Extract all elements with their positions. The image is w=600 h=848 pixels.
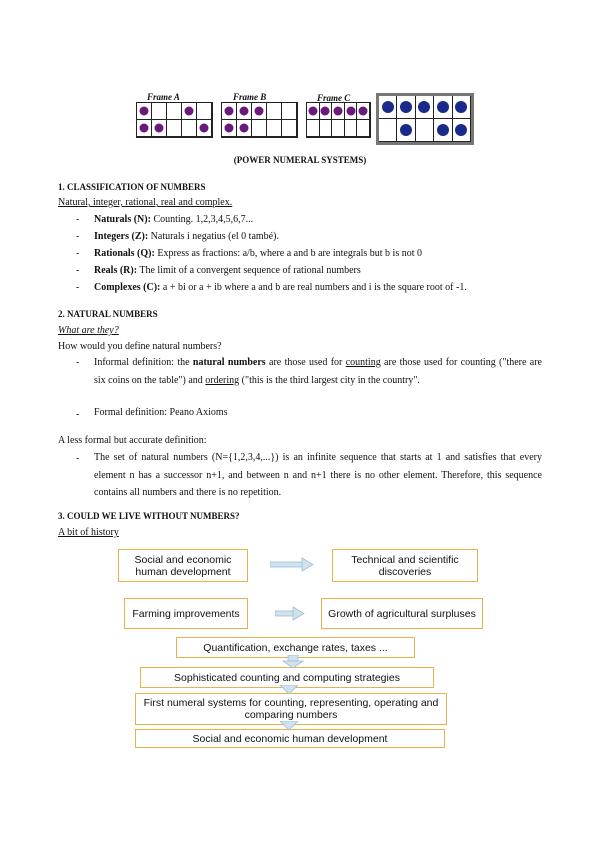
s1-heading: 1. CLASSIFICATION OF NUMBERS (58, 182, 206, 192)
dash: - (76, 453, 80, 464)
frame-cell (197, 120, 212, 137)
list-item-term: Naturals (N): (94, 214, 151, 225)
set-definition: The set of natural numbers (N={1,2,3,4,...}) is an infinite sequence that starts at 1 and satisfies that every element n has a successor n+1, and between n and n+1 there is no other element. Therefore, this sequence contains all numbers and there is no repetition. (94, 452, 542, 498)
s2-heading: 2. NATURAL NUMBERS (58, 309, 158, 319)
counter-dot (240, 124, 249, 133)
frame-cell (237, 103, 252, 120)
counter-dot (140, 124, 149, 133)
arrow-down-icon (277, 685, 301, 695)
frame-cell (282, 103, 297, 120)
counter-dot (455, 101, 467, 113)
counter-dot (418, 101, 430, 113)
frame-cell (167, 120, 182, 137)
frame-cell (345, 103, 358, 120)
counter-dot (321, 107, 330, 116)
frame-cell (397, 96, 415, 119)
frame-cell (345, 120, 358, 137)
counter-dot (437, 124, 449, 136)
frame-cell (416, 119, 434, 142)
frame-cell (320, 120, 333, 137)
box-social-development: Social and economic human development (118, 549, 248, 582)
frame-b-label: Frame B (233, 92, 267, 102)
frame-c (306, 102, 371, 138)
frame-cell (379, 119, 397, 142)
counter-dot (240, 107, 249, 116)
frame-cell (252, 120, 267, 137)
list-item-description: Express as fractions: a/b, where a and b are integrals but b is not 0 (154, 248, 422, 259)
frame-cell (357, 120, 370, 137)
frame-cell (137, 120, 152, 137)
frame-cell (453, 119, 471, 142)
frame-c-label: Frame C (317, 93, 351, 103)
s3-heading: 3. COULD WE LIVE WITHOUT NUMBERS? (58, 511, 240, 521)
frame-cell (267, 120, 282, 137)
frame-cell (307, 103, 320, 120)
counter-dot (225, 107, 234, 116)
frame-d (376, 93, 474, 145)
counter-dot (437, 101, 449, 113)
frame-a (136, 102, 213, 138)
counter-dot (308, 107, 317, 116)
frame-cell (137, 103, 152, 120)
frame-cell (182, 103, 197, 120)
informal-definition: Informal definition: the natural numbers are those used for counting are those used for counting ("there are six coins on the table") and ordering ("this is the third largest city in the country". (94, 357, 542, 386)
counter-dot (346, 107, 355, 116)
frame-cell (416, 96, 434, 119)
s2-question: How would you define natural numbers? (58, 341, 222, 352)
counter-dot (455, 124, 467, 136)
list-item-term: Integers (Z): (94, 231, 149, 242)
frame-cell (282, 120, 297, 137)
box-numeral-systems: First numeral systems for counting, representing, operating and comparing numbers (135, 693, 447, 725)
list-item-term: Reals (R): (94, 265, 138, 276)
frame-cell (332, 103, 345, 120)
counter-dot (400, 124, 412, 136)
list-item-description: Counting. 1,2,3,4,5,6,7... (150, 214, 254, 225)
frame-cell (379, 96, 397, 119)
counter-dot (155, 124, 164, 133)
box-surpluses: Growth of agricultural surpluses (321, 598, 483, 629)
frame-cell (453, 96, 471, 119)
counter-dot (225, 124, 234, 133)
list-item-description: a + bi or a + ib where a and b are real numbers and i is the square root of -1. (160, 282, 467, 293)
frame-cell (434, 119, 452, 142)
list-item-term: Rationals (Q): (94, 248, 155, 259)
frame-cell (332, 120, 345, 137)
s2-subheading: What are they? (58, 325, 119, 336)
frame-cell (197, 103, 212, 120)
s1-subheading: Natural, integer, rational, real and complex. (58, 197, 233, 208)
less-formal-intro: A less formal but accurate definition: (58, 435, 207, 446)
frame-b (221, 102, 298, 138)
dash: - (76, 409, 80, 420)
arrow-right-icon (275, 606, 305, 622)
s3-subheading: A bit of history (58, 527, 119, 538)
frame-cell (267, 103, 282, 120)
arrow-down-icon (277, 721, 301, 731)
counter-dot (140, 107, 149, 116)
list-item-description: Naturals i negatius (el 0 també). (148, 231, 279, 242)
frame-cell (252, 103, 267, 120)
box-technical-discoveries: Technical and scientific discoveries (332, 549, 478, 582)
list-item-term: Complexes (C): (94, 282, 161, 293)
counter-dot (359, 107, 368, 116)
counter-dot (185, 107, 194, 116)
frame-cell (182, 120, 197, 137)
dash: - (76, 357, 80, 368)
counter-dot (255, 107, 264, 116)
arrow-right-icon (270, 557, 314, 573)
box-social-development-2: Social and economic human development (135, 729, 445, 748)
frame-cell (397, 119, 415, 142)
frame-cell (320, 103, 333, 120)
page-title: (POWER NUMERAL SYSTEMS) (233, 155, 367, 165)
list-item-description: The limit of a convergent sequence of rational numbers (137, 265, 361, 276)
formal-definition: Formal definition: Peano Axioms (94, 407, 228, 418)
box-counting-strategies: Sophisticated counting and computing strategies (140, 667, 434, 688)
counter-dot (200, 124, 209, 133)
frame-cell (167, 103, 182, 120)
frame-cell (434, 96, 452, 119)
arrow-down-icon (281, 655, 305, 669)
frame-cell (222, 103, 237, 120)
frame-cell (307, 120, 320, 137)
frame-cell (152, 120, 167, 137)
box-quantification: Quantification, exchange rates, taxes ... (176, 637, 415, 658)
frame-a-label: Frame A (147, 92, 180, 102)
counter-dot (382, 101, 394, 113)
frame-cell (237, 120, 252, 137)
frame-cell (222, 120, 237, 137)
frame-cell (357, 103, 370, 120)
counter-dot (333, 107, 342, 116)
frame-cell (152, 103, 167, 120)
counter-dot (400, 101, 412, 113)
box-farming: Farming improvements (124, 598, 248, 629)
